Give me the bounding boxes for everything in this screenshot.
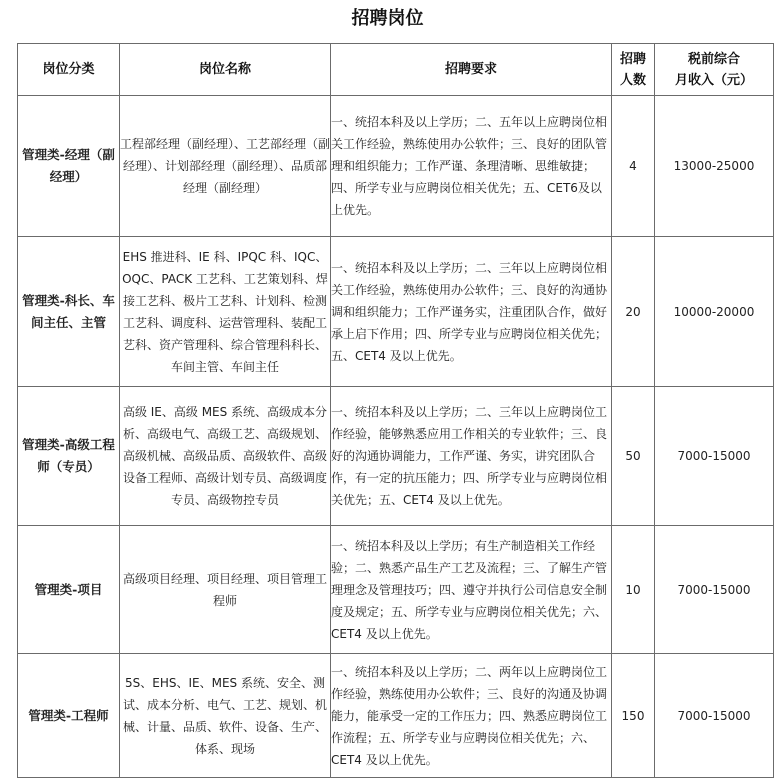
header-salary-line2: 月收入（元） — [674, 72, 753, 88]
header-requirements: 招聘要求 — [331, 44, 612, 96]
row-names: 高级 IE、高级 MES 系统、高级成本分析、高级电气、高级工艺、高级规划、高级机械、高级品质、高级软件、高级设备工程师、高级计划专员、高级调度专员、高级物控专员 — [120, 387, 331, 526]
row-count: 10 — [612, 526, 655, 654]
page-title: 招聘岗位 — [351, 8, 424, 29]
header-salary — [655, 44, 774, 96]
row-count: 20 — [612, 237, 655, 387]
row-category: 管理类-项目 — [18, 526, 120, 654]
recruitment-table — [17, 43, 774, 778]
row-requirements: 一、统招本科及以上学历；二、三年以上应聘岗位工作经验，能够熟悉应用工作相关的专业软件；三、良好的沟通协调能力，工作严谨、务实，讲究团队合作，有一定的抗压能力；四、所学专业与应聘岗位相关优先；五、CET4 及以上优先。 — [331, 387, 612, 526]
header-count-line1: 招聘 — [619, 51, 646, 67]
header-names: 岗位名称 — [120, 44, 331, 96]
row-category: 管理类-工程师 — [18, 654, 120, 778]
table-row — [18, 654, 774, 778]
row-salary: 13000-25000 — [655, 96, 774, 237]
row-names: 高级项目经理、项目经理、项目管理工程师 — [120, 526, 331, 654]
row-category: 管理类-高级工程师（专员） — [18, 387, 120, 526]
row-count: 4 — [612, 96, 655, 237]
header-row — [18, 44, 774, 96]
header-salary-line1: 税前综合 — [687, 51, 740, 67]
row-salary: 10000-20000 — [655, 237, 774, 387]
header-count — [612, 44, 655, 96]
row-names: 5S、EHS、IE、MES 系统、安全、测试、成本分析、电气、工艺、规划、机械、计量、品质、软件、设备、生产、体系、现场 — [120, 654, 331, 778]
header-category: 岗位分类 — [18, 44, 120, 96]
row-category: 管理类-科长、车间主任、主管 — [18, 237, 120, 387]
row-count: 50 — [612, 387, 655, 526]
table-row — [18, 387, 774, 526]
row-requirements: 一、统招本科及以上学历；有生产制造相关工作经验；二、熟悉产品生产工艺及流程；三、了解生产管理理念及管理技巧；四、遵守并执行公司信息安全制度及规定；五、所学专业与应聘岗位相关优先；六、CET4 及以上优先。 — [331, 526, 612, 654]
row-requirements: 一、统招本科及以上学历；二、三年以上应聘岗位相关工作经验，熟练使用办公软件；三、良好的沟通协调和组织能力；工作严谨务实，注重团队合作，做好承上启下作用；四、所学专业与应聘岗位相关优先；五、CET4 及以上优先。 — [331, 237, 612, 387]
row-salary: 7000-15000 — [655, 387, 774, 526]
table-row — [18, 526, 774, 654]
header-count-line2: 人数 — [619, 72, 646, 88]
row-salary: 7000-15000 — [655, 526, 774, 654]
table-row — [18, 237, 774, 387]
row-category: 管理类-经理（副经理） — [18, 96, 120, 237]
table-row — [18, 96, 774, 237]
row-names: EHS 推进科、IE 科、IPQC 科、IQC、OQC、PACK 工艺科、工艺策划科、焊接工艺科、极片工艺科、计划科、检测工艺科、调度科、运营管理科、装配工艺科、资产管理科、综合管理科科长、车间主管、车间主任 — [120, 237, 331, 387]
row-requirements: 一、统招本科及以上学历；二、五年以上应聘岗位相关工作经验，熟练使用办公软件；三、良好的团队管理和组织能力；工作严谨、条理清晰、思维敏捷；四、所学专业与应聘岗位相关优先；五、CET6及以上优先。 — [331, 96, 612, 237]
row-requirements: 一、统招本科及以上学历；二、两年以上应聘岗位工作经验，熟练使用办公软件；三、良好的沟通及协调能力，能承受一定的工作压力；四、熟悉应聘岗位工作流程；五、所学专业与应聘岗位相关优先；六、CET4 及以上优先。 — [331, 654, 612, 778]
row-salary: 7000-15000 — [655, 654, 774, 778]
row-count: 150 — [612, 654, 655, 778]
row-names: 工程部经理（副经理）、工艺部经理（副经理）、计划部经理（副经理）、品质部经理（副经理） — [120, 96, 331, 237]
